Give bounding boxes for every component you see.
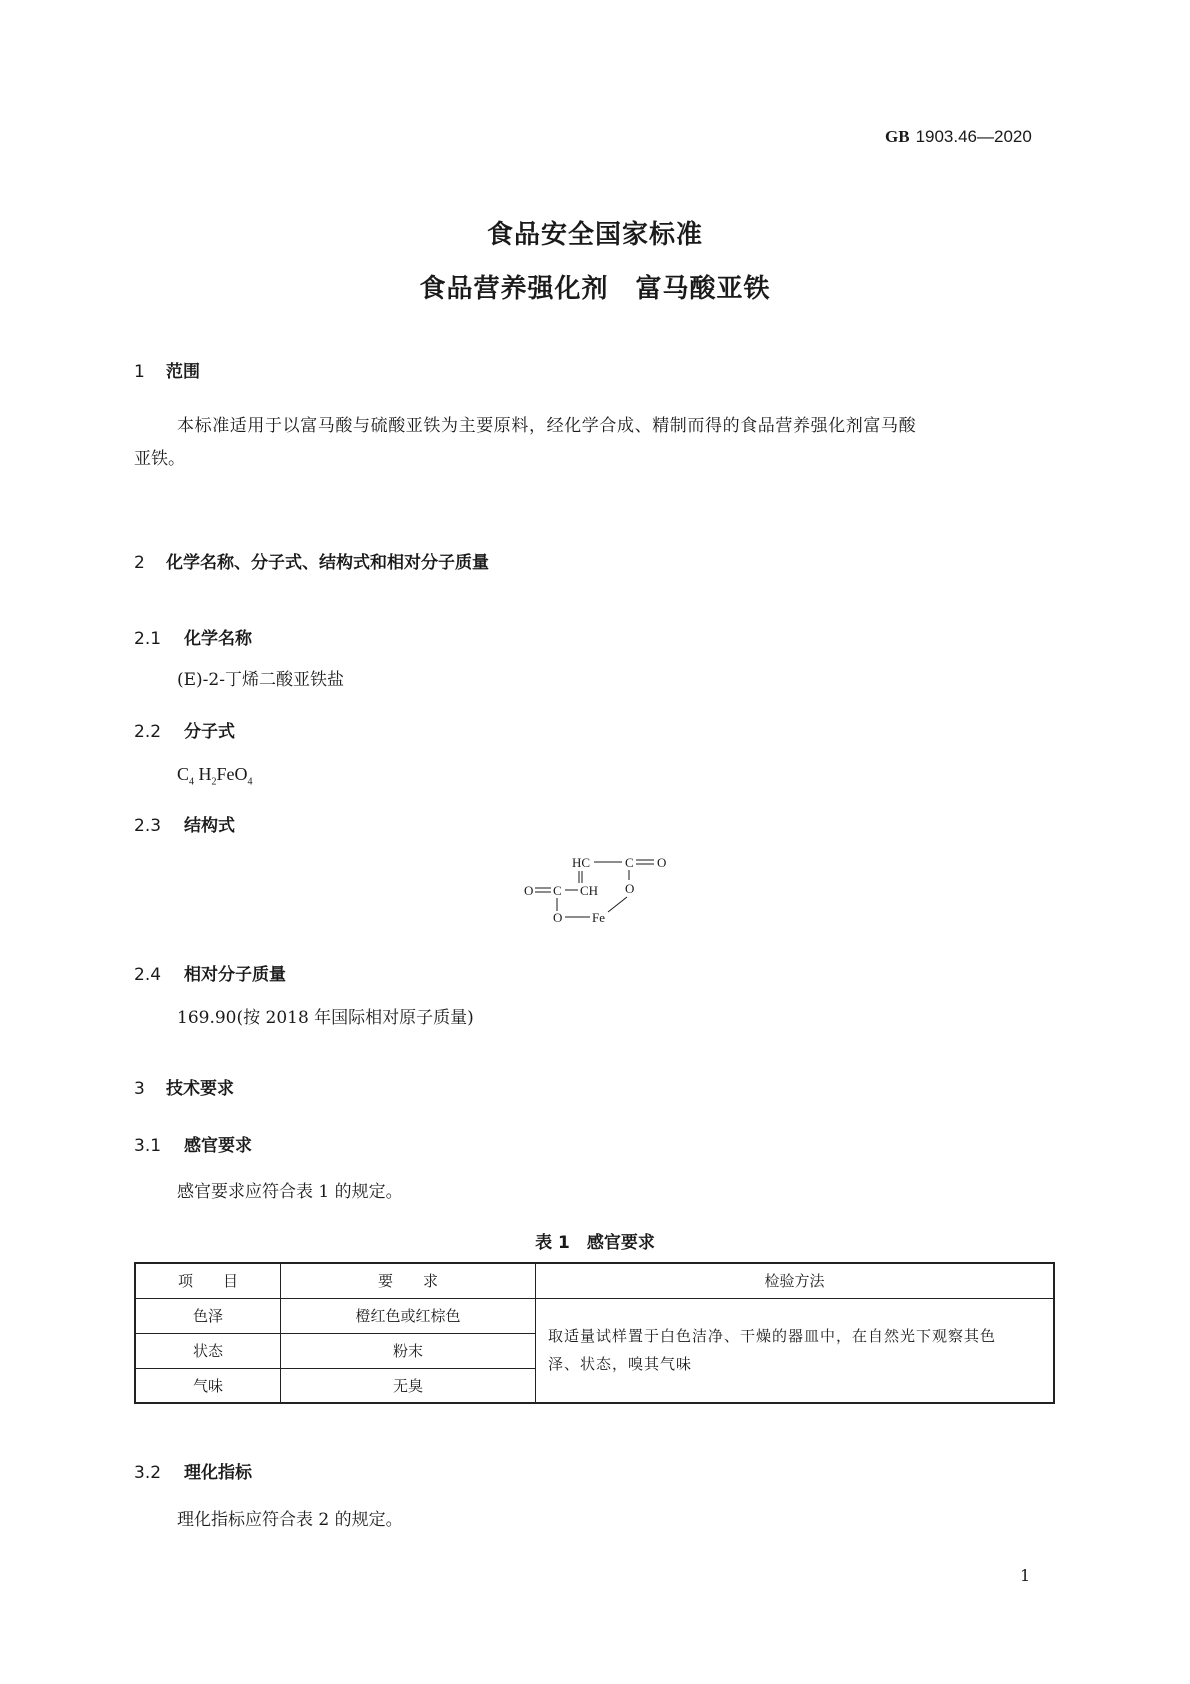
section-number: 2.3 — [134, 816, 162, 836]
atom-o-left: O — [524, 883, 534, 898]
column-header-item: 项 目 — [135, 1263, 281, 1298]
sensory-requirements-table — [134, 1262, 1055, 1404]
section-title: 化学名称 — [184, 629, 252, 649]
section-1-heading — [134, 357, 200, 382]
section-2-1-heading — [134, 624, 252, 649]
method-line1: 取适量试样置于白色洁净、干燥的器皿中，在自然光下观察其色 — [548, 1327, 997, 1346]
requirement-cell: 无臭 — [281, 1368, 536, 1403]
item-cell: 色泽 — [135, 1298, 281, 1333]
section-2-3-heading — [134, 811, 235, 836]
section-number: 2.1 — [134, 629, 162, 649]
section-title: 分子式 — [184, 722, 235, 742]
section-number: 2 — [134, 553, 145, 573]
atom-o-bottom: O — [553, 910, 563, 925]
structural-formula-diagram — [520, 850, 680, 940]
requirement-cell: 粉末 — [281, 1333, 536, 1368]
section-3-heading — [134, 1074, 234, 1099]
item-cell: 状态 — [135, 1333, 281, 1368]
atom-hc: HC — [572, 855, 591, 870]
atom-ch: CH — [580, 883, 599, 898]
section-3-1-heading — [134, 1131, 252, 1156]
atom-o-right: O — [625, 881, 635, 896]
standard-code: 1903.46—2020 — [915, 127, 1032, 146]
bond-o-fe-diagonal — [608, 897, 627, 912]
section-2-heading — [134, 548, 489, 573]
section-title: 技术要求 — [166, 1079, 234, 1099]
section-number: 3 — [134, 1079, 145, 1099]
section-title: 理化指标 — [184, 1463, 252, 1483]
atom-c-left: C — [553, 883, 562, 898]
standard-number — [885, 127, 1032, 147]
atom-fe: Fe — [592, 910, 605, 925]
column-header-requirement: 要 求 — [281, 1263, 536, 1298]
section-number: 3.2 — [134, 1463, 162, 1483]
document-title-line2: 食品营养强化剂 富马酸亚铁 — [419, 274, 771, 304]
standard-prefix: GB — [885, 127, 910, 146]
table-1-caption: 表 1 感官要求 — [535, 1233, 655, 1253]
section-number: 2.2 — [134, 722, 162, 742]
section-number: 2.4 — [134, 965, 162, 985]
table-header-row — [135, 1263, 1054, 1298]
section-number: 1 — [134, 362, 145, 382]
atom-o-top: O — [657, 855, 667, 870]
column-header-method: 检验方法 — [536, 1263, 1055, 1298]
method-line2: 泽、状态，嗅其气味 — [548, 1355, 693, 1374]
section-1-paragraph-line1: 本标准适用于以富马酸与硫酸亚铁为主要原料，经化学合成、精制而得的食品营养强化剂富马酸 — [177, 416, 917, 436]
molecular-formula: $C_4$ $H_2FeO_4$ — [177, 764, 253, 788]
section-3-2-paragraph: 理化指标应符合表 2 的规定。 — [177, 1510, 403, 1530]
section-title: 化学名称、分子式、结构式和相对分子质量 — [166, 553, 489, 573]
section-2-2-heading — [134, 717, 235, 742]
section-number: 3.1 — [134, 1136, 162, 1156]
section-3-2-heading — [134, 1458, 252, 1483]
document-title-line1: 食品安全国家标准 — [486, 220, 703, 250]
section-2-4-heading — [134, 960, 286, 985]
page-number: 1 — [1020, 1566, 1031, 1585]
method-cell — [536, 1298, 1055, 1403]
section-1-paragraph-line2: 亚铁。 — [134, 449, 185, 469]
item-cell: 气味 — [135, 1368, 281, 1403]
section-title: 相对分子质量 — [184, 965, 286, 985]
atom-c-top: C — [625, 855, 634, 870]
table-row — [135, 1298, 1054, 1333]
section-title: 感官要求 — [184, 1136, 252, 1156]
section-title: 范围 — [166, 362, 200, 382]
requirement-cell: 橙红色或红棕色 — [281, 1298, 536, 1333]
section-title: 结构式 — [184, 816, 235, 836]
section-3-1-paragraph: 感官要求应符合表 1 的规定。 — [177, 1182, 403, 1202]
molecular-mass: 169.90(按 2018 年国际相对原子质量) — [177, 1008, 474, 1028]
chemical-name: (E)-2-丁烯二酸亚铁盐 — [177, 670, 344, 690]
